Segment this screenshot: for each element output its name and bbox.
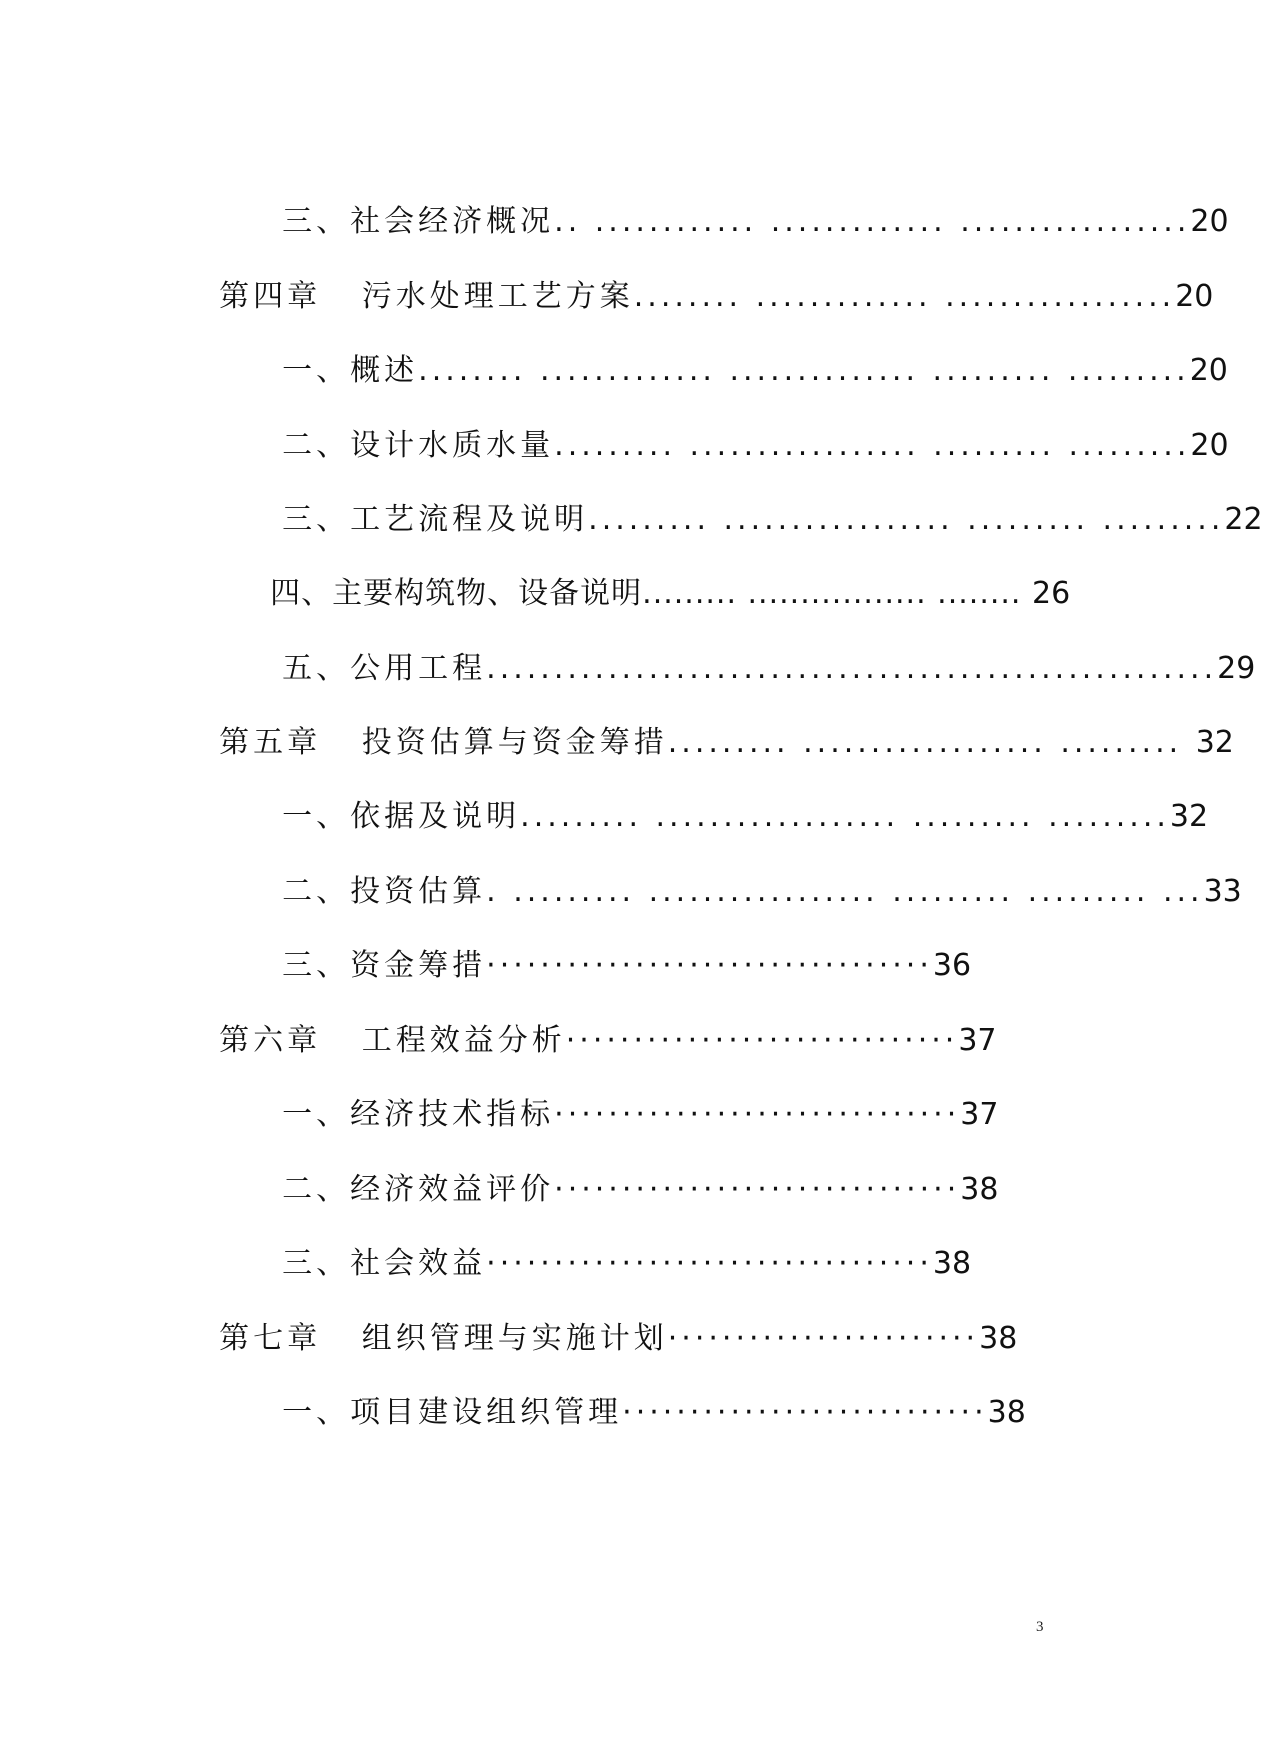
toc-leader: ........ ............. .............. ......... ......... <box>418 353 1190 388</box>
toc-entry-label: 三、工艺流程及说明 <box>282 502 589 537</box>
toc-entry-label: 一、依据及说明 <box>282 799 521 834</box>
toc-leader: ··························· <box>622 1395 988 1430</box>
toc-page-number: 38 <box>987 1395 1026 1430</box>
page-number: 3 <box>1036 1619 1044 1635</box>
toc-page-number: 20 <box>1189 353 1228 388</box>
toc-page-number: 37 <box>960 1097 999 1132</box>
toc-entry-label: 第六章 工程效益分析 <box>219 1023 566 1058</box>
toc-entry-label: 三、社会经济概况 <box>282 204 555 239</box>
toc-page-number: 33 <box>1203 874 1242 909</box>
toc-entry-label: 一、概述 <box>282 353 419 388</box>
toc-leader: ......... .................. ......... ......... <box>520 799 1170 834</box>
toc-leader: ································· <box>486 948 933 983</box>
toc-page-number: 20 <box>1190 204 1229 239</box>
toc-entry-label: 二、设计水质水量 <box>282 428 555 463</box>
toc-entry-label: 二、经济效益评价 <box>282 1172 555 1207</box>
toc-leader: ······························ <box>554 1097 961 1132</box>
toc-page-number: 38 <box>960 1172 999 1207</box>
toc-entry-label: 二、投资估算 <box>282 874 487 909</box>
toc-leader: ...................................................... <box>486 651 1218 686</box>
toc-leader: ····························· <box>565 1023 959 1058</box>
toc-page-number: 38 <box>979 1321 1018 1356</box>
toc-entry-label: 第四章 污水处理工艺方案 <box>219 279 634 314</box>
toc-page-number: 26 <box>1032 576 1071 611</box>
toc-page-number: 29 <box>1217 651 1256 686</box>
toc-leader: ································· <box>486 1246 933 1281</box>
toc-entry-label: 第五章 投资估算与资金筹措 <box>219 725 668 760</box>
toc-leader: ......... ................. ......... ......... <box>588 502 1225 537</box>
toc-entry-label: 一、经济技术指标 <box>282 1097 555 1132</box>
toc-leader: ........ ............. ................. <box>633 279 1176 314</box>
toc-page-number: 36 <box>932 948 972 983</box>
toc-leader: ......... .................. ......... <box>667 725 1196 760</box>
toc-leader: . ......... ................. ......... ......... ... <box>486 874 1204 909</box>
toc-entry-label: 三、社会效益 <box>282 1246 487 1281</box>
toc-page-number: 37 <box>958 1023 997 1058</box>
toc-page-number: 22 <box>1224 502 1263 537</box>
toc-page-number: 38 <box>932 1246 972 1281</box>
toc-entry-label: 五、公用工程 <box>282 651 487 686</box>
toc-entry[interactable] <box>228 1353 1026 1473</box>
toc-leader: ......... ................. ......... ......... <box>554 428 1191 463</box>
toc-page-number: 32 <box>1195 725 1234 760</box>
toc-leader: .. ............ ............. ................. <box>554 204 1191 239</box>
toc-page-number: 20 <box>1175 279 1214 314</box>
toc-leader: ······················· <box>667 1321 980 1356</box>
toc-page-number: 32 <box>1169 799 1209 834</box>
toc-leader: ......... ................. ........ <box>642 576 1032 611</box>
toc-entry-label: 一、项目建设组织管理 <box>282 1395 623 1430</box>
toc-leader: ······························ <box>554 1172 961 1207</box>
toc-entry-label: 第七章 组织管理与实施计划 <box>219 1321 668 1356</box>
toc-page-number: 20 <box>1190 428 1229 463</box>
toc-entry-label: 三、资金筹措 <box>282 948 487 983</box>
toc-entry-label: 四、主要构筑物、设备说明 <box>270 576 643 611</box>
